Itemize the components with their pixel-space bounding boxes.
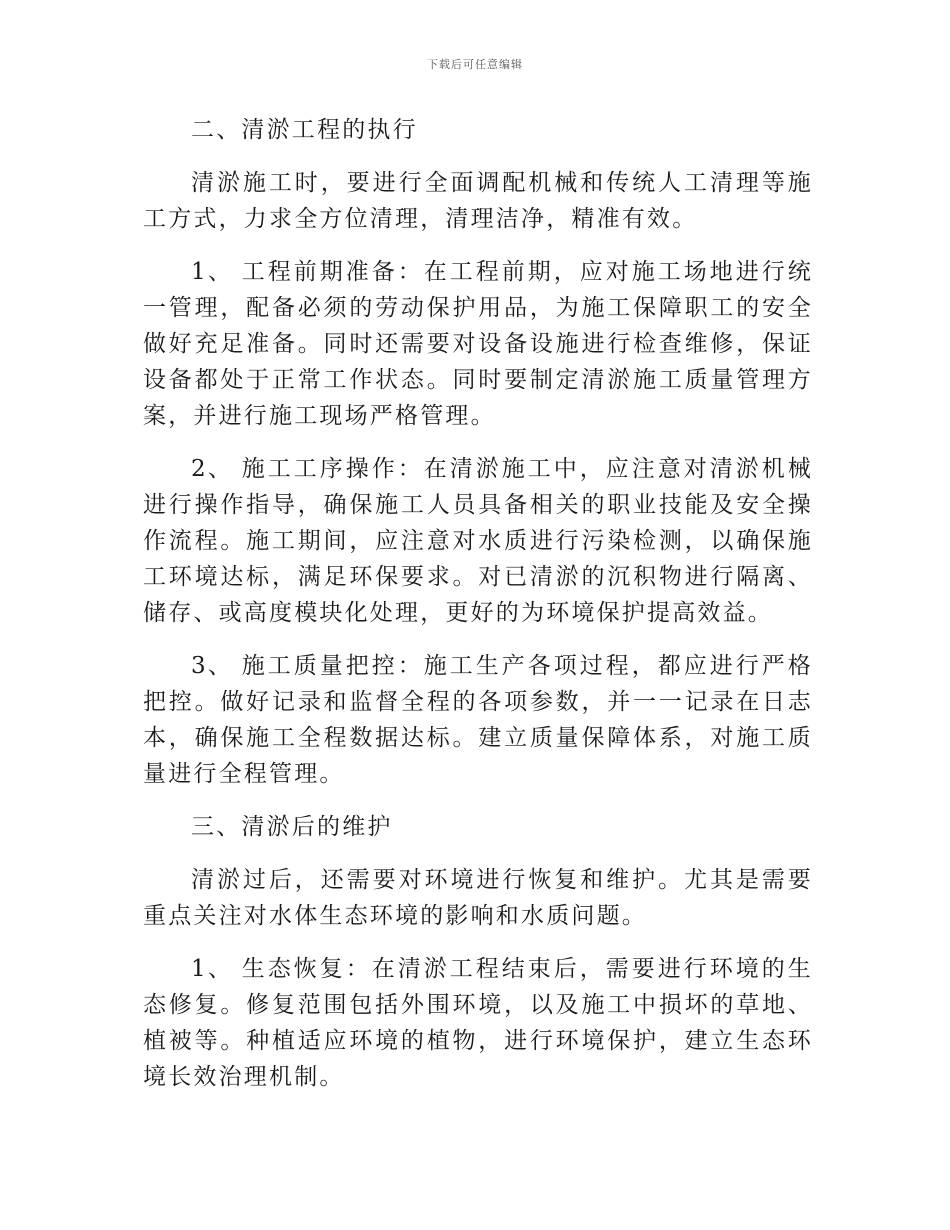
document-body [143, 112, 813, 1112]
item-number: 3、 [191, 653, 234, 679]
item-text: 施工工序操作：在清淤施工中，应注意对清淤机械进行操作指导，确保施工人员具备相关的职业技能及安全操作流程。施工期间，应注意对水质进行污染检测，以确保施工环境达标，满足环保要求。对已清淤的沉积物进行隔离、储存、或高度模块化处理，更好的为环境保护提高效益。 [143, 456, 813, 626]
numbered-paragraph [143, 254, 813, 434]
item-text: 施工质量把控：施工生产各项过程，都应进行严格把控。做好记录和监督全程的各项参数，并一一记录在日志本，确保施工全程数据达标。建立质量保障体系，对施工质量进行全程管理。 [143, 653, 813, 787]
page-header: 下载后可任意编辑 [427, 58, 523, 71]
item-text: 工程前期准备：在工程前期，应对施工场地进行统一管理，配备必须的劳动保护用品，为施工保障职工的安全做好充足准备。同时还需要对设备设施进行检查维修，保证设备都处于正常工作状态。同时要制定清淤施工质量管理方案，并进行施工现场严格管理。 [143, 259, 813, 429]
item-number: 1、 [191, 956, 234, 982]
section-intro: 清淤过后，还需要对环境进行恢复和维护。尤其是需要重点关注对水体生态环境的影响和水质问题。 [143, 867, 813, 929]
item-number: 2、 [191, 456, 234, 482]
section-intro: 清淤施工时，要进行全面调配机械和传统人工清理等施工方式，力求全方位清理，清理洁净，精准有效。 [143, 170, 813, 232]
section-heading: 三、清淤后的维护 [191, 814, 393, 840]
item-number: 1、 [191, 259, 234, 285]
item-text: 生态恢复：在清淤工程结束后，需要进行环境的生态修复。修复范围包括外围环境，以及施工中损坏的草地、植被等。种植适应环境的植物，进行环境保护，建立生态环境长效治理机制。 [143, 956, 813, 1090]
numbered-paragraph [143, 648, 813, 792]
numbered-paragraph [143, 951, 813, 1095]
numbered-paragraph [143, 451, 813, 631]
section-heading: 二、清淤工程的执行 [191, 117, 418, 143]
